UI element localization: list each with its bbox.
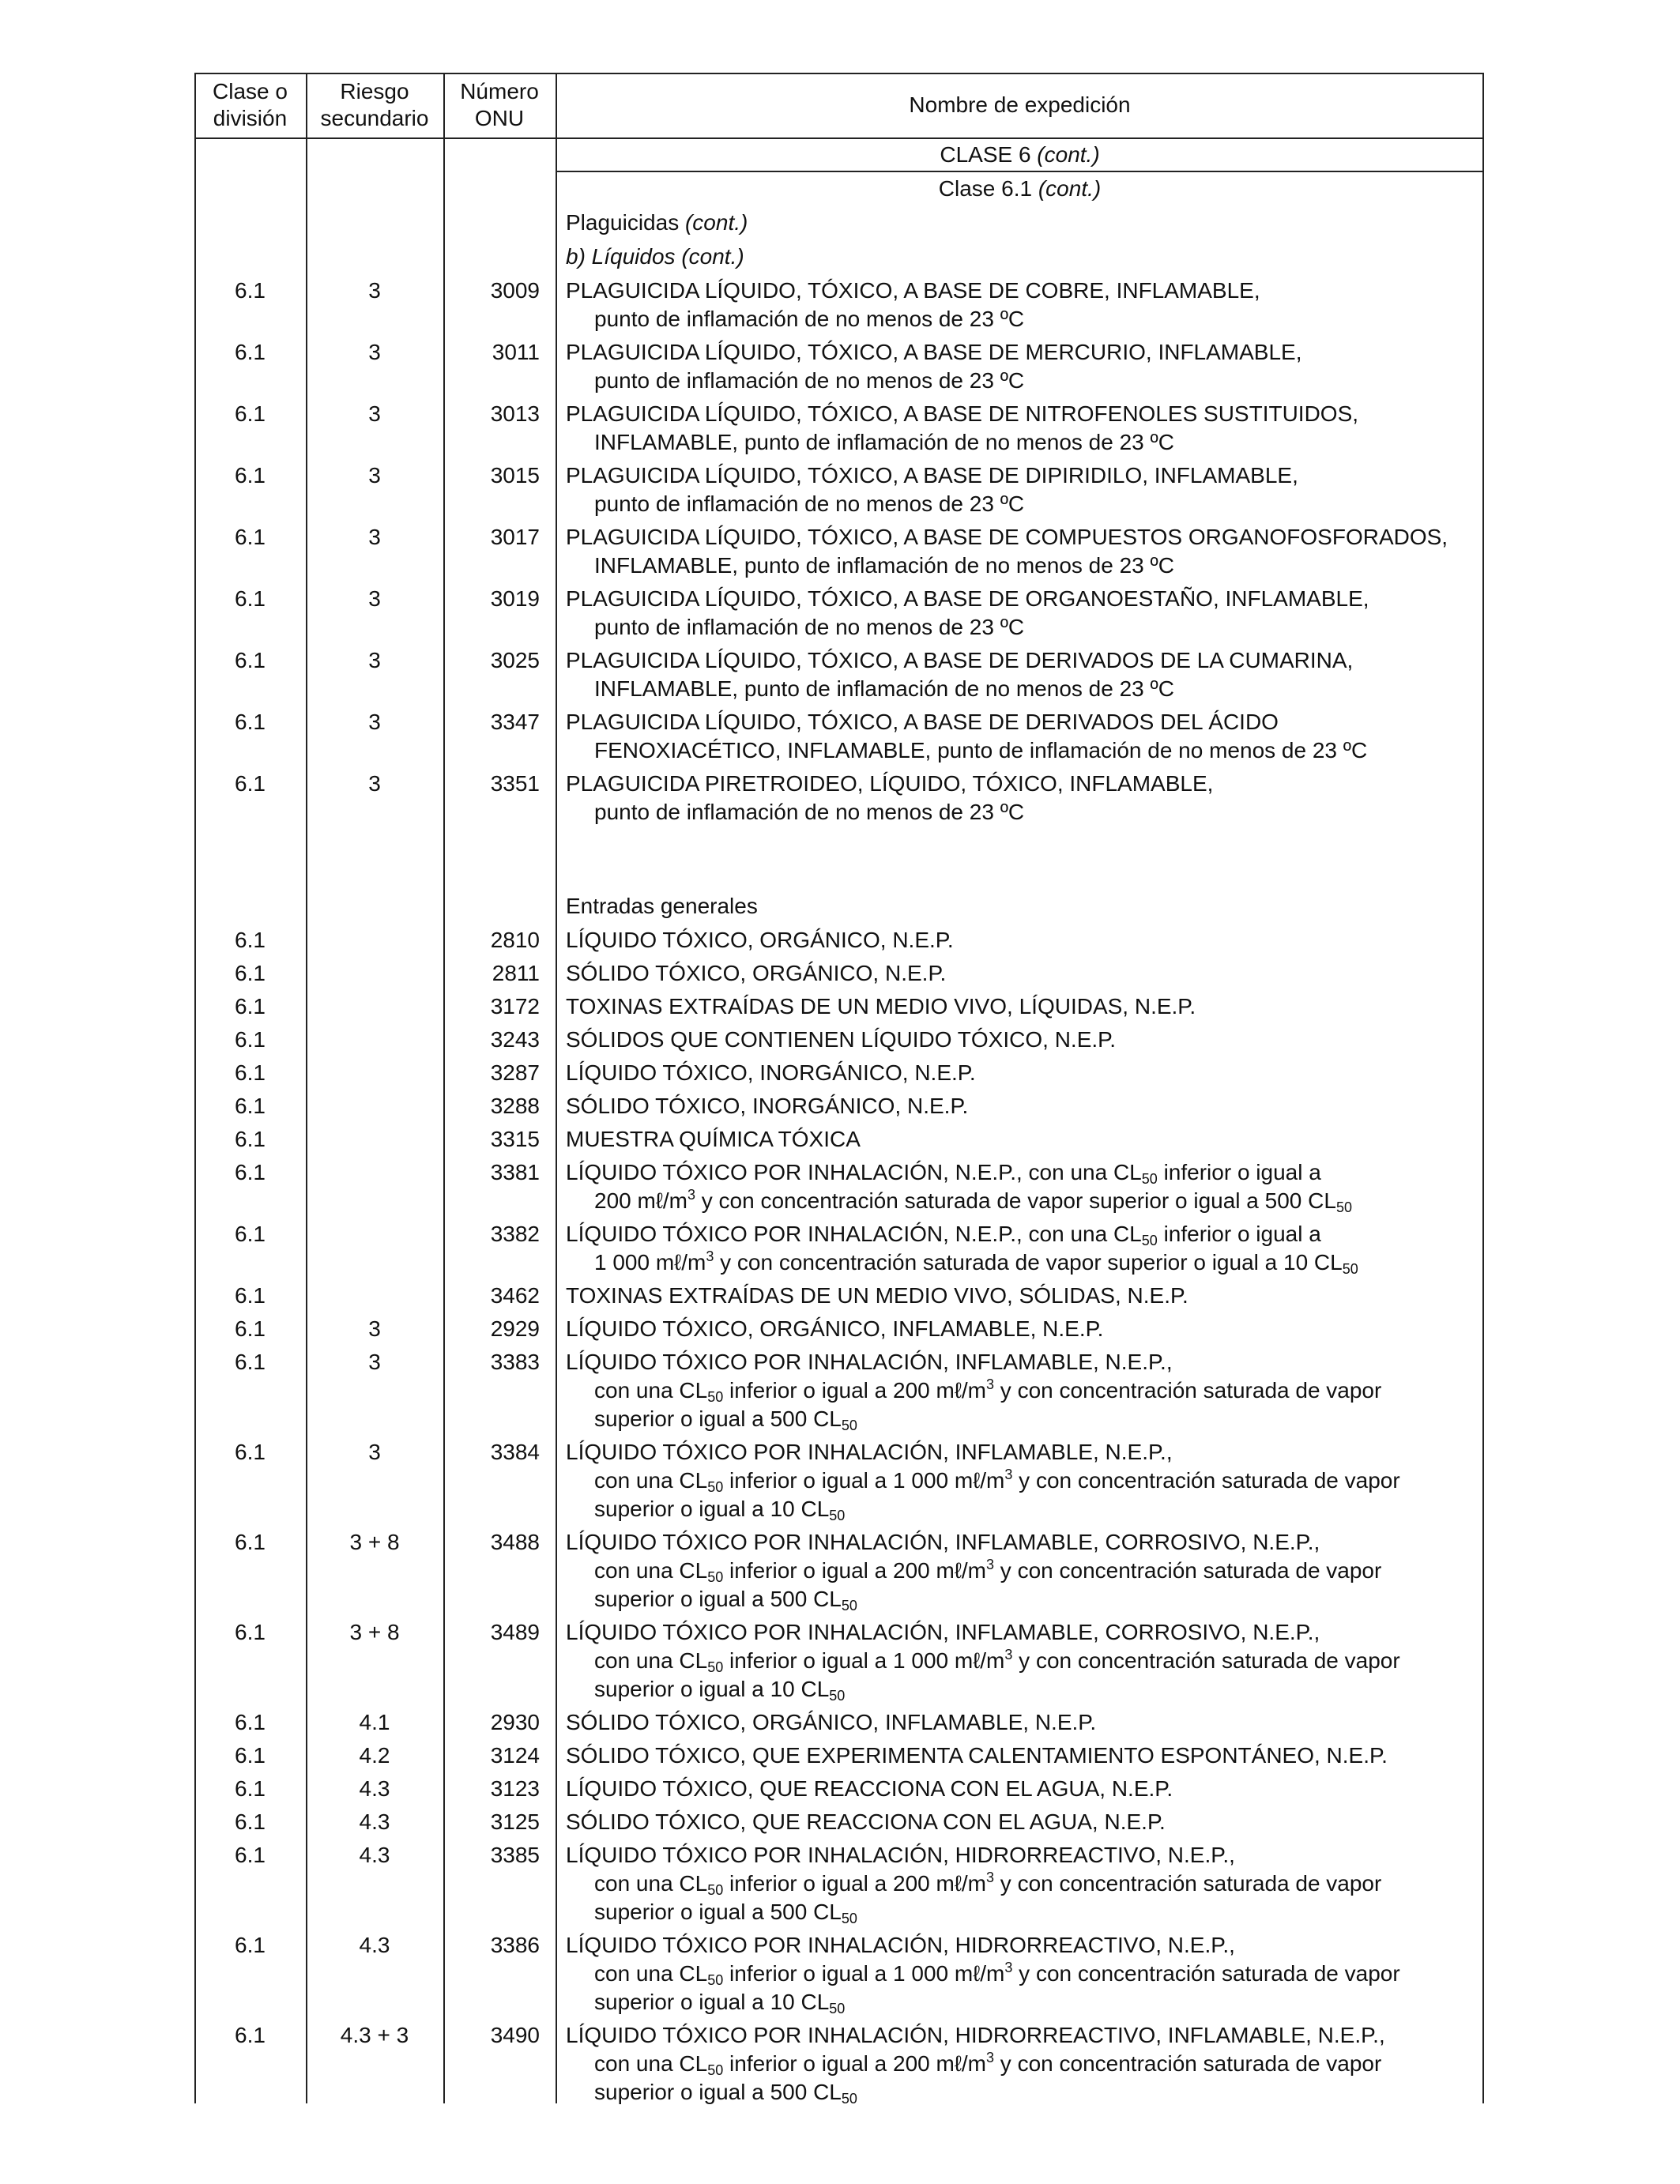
row-class-division: 6.1 [235, 1060, 266, 1085]
row-un-number: 3011 [492, 340, 540, 364]
row-shipping-name [566, 1348, 1173, 1376]
row-shipping-name [566, 2021, 1385, 2050]
row-secondary-risk: 3 [368, 586, 381, 611]
subscript-text: 50 [1141, 1233, 1158, 1248]
header-secondary-risk: Riesgo secundario [320, 79, 429, 130]
row-shipping-name-continuation [566, 736, 1367, 765]
superscript-text: 3 [1004, 1647, 1013, 1662]
row-un-number: 3382 [490, 1222, 540, 1246]
name-text: LÍQUIDO TÓXICO POR INHALACIÓN, HIDRORREACTIVO, N.E.P., [566, 1933, 1235, 1957]
row-un-number: 3488 [490, 1530, 540, 1554]
name-text: SÓLIDO TÓXICO, INORGÁNICO, N.E.P. [566, 1094, 969, 1118]
row-shipping-name-continuation [566, 1960, 1400, 1988]
name-text: inferior o igual a 200 mℓ/m [723, 1378, 987, 1403]
subsection-heading-liquids: b) Líquidos (cont.) [566, 244, 744, 269]
row-shipping-name-continuation [566, 1187, 1352, 1215]
name-text: SÓLIDO TÓXICO, ORGÁNICO, N.E.P. [566, 961, 947, 985]
row-secondary-risk: 4.2 [359, 1743, 390, 1768]
name-text: superior o igual a 10 CL [594, 1990, 830, 2014]
name-text: PLAGUICIDA LÍQUIDO, TÓXICO, A BASE DE COMPUESTOS ORGANOFOSFORADOS, [566, 525, 1448, 549]
superscript-text: 3 [986, 1557, 995, 1572]
name-text: LÍQUIDO TÓXICO, ORGÁNICO, INFLAMABLE, N.E.P. [566, 1316, 1104, 1341]
table-rule-right [1482, 73, 1484, 2103]
class-banner: CLASE 6 (cont.) [940, 142, 1100, 167]
name-text: punto de inflamación de no menos de 23 ºC [594, 307, 1025, 331]
name-text: SÓLIDO TÓXICO, QUE EXPERIMENTA CALENTAMIENTO ESPONTÁNEO, N.E.P. [566, 1743, 1388, 1768]
name-text: con una CL [594, 1558, 708, 1583]
name-text: PLAGUICIDA LÍQUIDO, TÓXICO, A BASE DE NITROFENOLES SUSTITUIDOS, [566, 401, 1359, 426]
row-class-division: 6.1 [235, 771, 266, 796]
row-un-number: 3490 [490, 2023, 540, 2047]
name-text: SÓLIDO TÓXICO, QUE REACCIONA CON EL AGUA, N.E.P. [566, 1809, 1166, 1834]
row-un-number: 3315 [490, 1127, 540, 1151]
row-un-number: 3243 [490, 1027, 540, 1052]
row-class-division: 6.1 [235, 401, 266, 426]
row-class-division: 6.1 [235, 2023, 266, 2047]
row-un-number: 3381 [490, 1160, 540, 1184]
subscript-text: 50 [1342, 1261, 1358, 1277]
row-secondary-risk: 3 [368, 525, 381, 549]
name-text: punto de inflamación de no menos de 23 ºC [594, 800, 1025, 824]
row-un-number: 3386 [490, 1933, 540, 1957]
row-shipping-name [566, 926, 954, 955]
row-un-number: 3462 [490, 1283, 540, 1308]
row-shipping-name [566, 992, 1196, 1021]
row-class-division: 6.1 [235, 1776, 266, 1801]
row-un-number: 3351 [490, 771, 540, 796]
name-text: y con concentración saturada de vapor [994, 1871, 1382, 1896]
superscript-text: 3 [986, 1376, 995, 1392]
name-text: SÓLIDO TÓXICO, ORGÁNICO, INFLAMABLE, N.E.P. [566, 1710, 1097, 1734]
row-shipping-name-continuation [566, 613, 1024, 642]
row-un-number: 3015 [490, 463, 540, 488]
name-text: y con concentración saturada de vapor [994, 2051, 1382, 2076]
row-shipping-name [566, 585, 1369, 613]
row-un-number: 2811 [492, 961, 540, 985]
name-text: inferior o igual a 1 000 mℓ/m [723, 1648, 1005, 1673]
row-secondary-risk: 3 [368, 1316, 381, 1341]
row-shipping-name [566, 523, 1448, 552]
row-secondary-risk: 4.1 [359, 1710, 390, 1734]
name-text: PLAGUICIDA LÍQUIDO, TÓXICO, A BASE DE COBRE, INFLAMABLE, [566, 278, 1260, 303]
header-shipping-name: Nombre de expedición [909, 92, 1131, 117]
name-text: LÍQUIDO TÓXICO POR INHALACIÓN, INFLAMABLE, N.E.P., [566, 1440, 1173, 1464]
row-class-division: 6.1 [235, 278, 266, 303]
row-shipping-name [566, 1438, 1173, 1467]
row-class-division: 6.1 [235, 1127, 266, 1151]
name-text: y con concentración saturada de vapor superior o igual a 10 CL [714, 1250, 1343, 1275]
name-text: LÍQUIDO TÓXICO POR INHALACIÓN, N.E.P., con una CL [566, 1222, 1142, 1246]
row-secondary-risk: 3 [368, 401, 381, 426]
row-un-number: 3384 [490, 1440, 540, 1464]
name-text: inferior o igual a 200 mℓ/m [723, 2051, 987, 2076]
name-text: SÓLIDOS QUE CONTIENEN LÍQUIDO TÓXICO, N.E.P. [566, 1027, 1116, 1052]
name-text: LÍQUIDO TÓXICO POR INHALACIÓN, INFLAMABLE, N.E.P., [566, 1350, 1173, 1374]
subscript-text: 50 [829, 1688, 846, 1704]
name-text: LÍQUIDO TÓXICO, QUE REACCIONA CON EL AGUA, N.E.P. [566, 1776, 1173, 1801]
row-shipping-name [566, 277, 1260, 305]
row-un-number: 3123 [490, 1776, 540, 1801]
row-class-division: 6.1 [235, 1094, 266, 1118]
row-class-division: 6.1 [235, 1933, 266, 1957]
row-shipping-name [566, 1708, 1096, 1737]
name-text: LÍQUIDO TÓXICO POR INHALACIÓN, HIDRORREACTIVO, N.E.P., [566, 1843, 1235, 1867]
row-un-number: 3383 [490, 1350, 540, 1374]
row-un-number: 3009 [490, 278, 540, 303]
name-text: superior o igual a 500 CL [594, 1900, 842, 1924]
subscript-text: 50 [707, 2062, 724, 2078]
row-secondary-risk: 3 + 8 [349, 1530, 400, 1554]
row-shipping-name [566, 400, 1358, 428]
subscript-text: 50 [707, 1972, 724, 1988]
class-banner-rule [556, 171, 1484, 172]
subscript-text: 50 [707, 1882, 724, 1898]
row-class-division: 6.1 [235, 928, 266, 952]
name-text: superior o igual a 500 CL [594, 2080, 842, 2104]
row-secondary-risk: 3 [368, 1440, 381, 1464]
row-shipping-name-continuation [566, 490, 1024, 518]
row-class-division: 6.1 [235, 1809, 266, 1834]
row-class-division: 6.1 [235, 1620, 266, 1644]
row-un-number: 3017 [490, 525, 540, 549]
row-shipping-name-continuation [566, 1585, 857, 1614]
name-text: con una CL [594, 1378, 708, 1403]
name-text: punto de inflamación de no menos de 23 ºC [594, 368, 1025, 393]
row-shipping-name-continuation [566, 1675, 845, 1704]
row-class-division: 6.1 [235, 340, 266, 364]
row-class-division: 6.1 [235, 1350, 266, 1374]
row-shipping-name-continuation [566, 1405, 857, 1433]
row-shipping-name-continuation [566, 1248, 1358, 1277]
row-secondary-risk: 3 [368, 648, 381, 672]
superscript-text: 3 [1004, 1467, 1013, 1482]
row-class-division: 6.1 [235, 1743, 266, 1768]
row-shipping-name [566, 959, 946, 988]
row-secondary-risk: 3 + 8 [349, 1620, 400, 1644]
subscript-text: 50 [707, 1659, 724, 1675]
name-text: y con concentración saturada de vapor [1012, 1961, 1400, 1986]
name-text: 1 000 mℓ/m [594, 1250, 706, 1275]
name-text: y con concentración saturada de vapor [994, 1378, 1382, 1403]
row-shipping-name-continuation [566, 798, 1024, 827]
subscript-text: 50 [841, 2091, 857, 2107]
row-secondary-risk: 4.3 [359, 1843, 390, 1867]
name-text: PLAGUICIDA LÍQUIDO, TÓXICO, A BASE DE ORGANOESTAÑO, INFLAMABLE, [566, 586, 1369, 611]
row-un-number: 3287 [490, 1060, 540, 1085]
row-class-division: 6.1 [235, 1843, 266, 1867]
name-text: superior o igual a 10 CL [594, 1677, 830, 1701]
row-shipping-name [566, 646, 1353, 675]
name-text: INFLAMABLE, punto de inflamación de no menos de 23 ºC [594, 553, 1174, 578]
row-shipping-name-continuation [566, 305, 1024, 333]
row-shipping-name [566, 1618, 1320, 1647]
name-text: TOXINAS EXTRAÍDAS DE UN MEDIO VIVO, SÓLIDAS, N.E.P. [566, 1283, 1188, 1308]
row-un-number: 3025 [490, 648, 540, 672]
row-shipping-name-continuation [566, 2078, 857, 2107]
row-class-division: 6.1 [235, 1440, 266, 1464]
row-un-number: 3347 [490, 710, 540, 734]
name-text: LÍQUIDO TÓXICO POR INHALACIÓN, INFLAMABLE, CORROSIVO, N.E.P., [566, 1530, 1320, 1554]
row-shipping-name [566, 1092, 968, 1120]
row-shipping-name-continuation [566, 1647, 1400, 1675]
header-rule-bottom [194, 137, 1484, 139]
row-secondary-risk: 4.3 [359, 1776, 390, 1801]
row-class-division: 6.1 [235, 1027, 266, 1052]
row-shipping-name [566, 1158, 1321, 1187]
name-text: LÍQUIDO TÓXICO, ORGÁNICO, N.E.P. [566, 928, 954, 952]
name-text: y con concentración saturada de vapor superior o igual a 500 CL [695, 1188, 1336, 1213]
row-shipping-name [566, 1528, 1320, 1557]
row-shipping-name [566, 1931, 1235, 1960]
name-text: inferior o igual a 200 mℓ/m [723, 1558, 987, 1583]
row-un-number: 2929 [490, 1316, 540, 1341]
row-shipping-name-continuation [566, 552, 1174, 580]
row-class-division: 6.1 [235, 648, 266, 672]
row-shipping-name [566, 1220, 1321, 1248]
row-shipping-name-continuation [566, 1898, 857, 1926]
row-class-division: 6.1 [235, 1316, 266, 1341]
name-text: inferior o igual a 200 mℓ/m [723, 1871, 987, 1896]
row-un-number: 2930 [490, 1710, 540, 1734]
name-text: con una CL [594, 1648, 708, 1673]
name-text: PLAGUICIDA LÍQUIDO, TÓXICO, A BASE DE MERCURIO, INFLAMABLE, [566, 340, 1302, 364]
row-shipping-name [566, 338, 1302, 367]
row-shipping-name-continuation [566, 1376, 1381, 1405]
row-class-division: 6.1 [235, 1530, 266, 1554]
row-shipping-name [566, 770, 1213, 798]
row-un-number: 3013 [490, 401, 540, 426]
row-shipping-name-continuation [566, 1988, 845, 2016]
row-shipping-name [566, 1808, 1166, 1836]
superscript-text: 3 [706, 1248, 714, 1264]
row-class-division: 6.1 [235, 1710, 266, 1734]
row-shipping-name-continuation [566, 1870, 1381, 1898]
row-shipping-name [566, 461, 1298, 490]
subscript-text: 50 [1141, 1171, 1158, 1187]
subscript-text: 50 [707, 1479, 724, 1495]
subscript-text: 50 [707, 1569, 724, 1585]
row-un-number: 3489 [490, 1620, 540, 1644]
section-heading-general-entries: Entradas generales [566, 894, 758, 918]
name-text: con una CL [594, 1468, 708, 1493]
name-text: con una CL [594, 2051, 708, 2076]
name-text: INFLAMABLE, punto de inflamación de no menos de 23 ºC [594, 676, 1174, 701]
subscript-text: 50 [829, 1508, 846, 1523]
name-text: TOXINAS EXTRAÍDAS DE UN MEDIO VIVO, LÍQUIDAS, N.E.P. [566, 994, 1196, 1019]
header-un-number: Número ONU [460, 79, 539, 130]
name-text: PLAGUICIDA LÍQUIDO, TÓXICO, A BASE DE DERIVADOS DEL ÁCIDO [566, 710, 1279, 734]
name-text: MUESTRA QUÍMICA TÓXICA [566, 1127, 861, 1151]
name-text: LÍQUIDO TÓXICO POR INHALACIÓN, HIDRORREACTIVO, INFLAMABLE, N.E.P., [566, 2023, 1385, 2047]
subscript-text: 50 [707, 1389, 724, 1405]
section-heading-pesticides: Plaguicidas (cont.) [566, 210, 748, 235]
row-secondary-risk: 3 [368, 340, 381, 364]
subscript-text: 50 [829, 2001, 846, 2016]
name-text: punto de inflamación de no menos de 23 ºC [594, 615, 1025, 639]
name-text: inferior o igual a [1157, 1160, 1321, 1184]
subscript-text: 50 [841, 1911, 857, 1926]
row-class-division: 6.1 [235, 463, 266, 488]
row-un-number: 3385 [490, 1843, 540, 1867]
subscript-text: 50 [841, 1598, 857, 1614]
name-text: PLAGUICIDA LÍQUIDO, TÓXICO, A BASE DE DIPIRIDILO, INFLAMABLE, [566, 463, 1298, 488]
name-text: superior o igual a 10 CL [594, 1497, 830, 1521]
row-secondary-risk: 3 [368, 1350, 381, 1374]
subscript-text: 50 [1335, 1199, 1352, 1215]
superscript-text: 3 [986, 1870, 995, 1885]
row-shipping-name-continuation [566, 1557, 1381, 1585]
name-text: con una CL [594, 1871, 708, 1896]
name-text: inferior o igual a 1 000 mℓ/m [723, 1468, 1005, 1493]
row-shipping-name [566, 1775, 1173, 1803]
row-shipping-name-continuation [566, 428, 1174, 457]
row-shipping-name [566, 1026, 1116, 1054]
row-secondary-risk: 4.3 [359, 1933, 390, 1957]
row-class-division: 6.1 [235, 961, 266, 985]
row-shipping-name-continuation [566, 1495, 845, 1523]
name-text: con una CL [594, 1961, 708, 1986]
row-shipping-name-continuation [566, 367, 1024, 395]
name-text: superior o igual a 500 CL [594, 1406, 842, 1431]
row-shipping-name-continuation [566, 1467, 1400, 1495]
name-text: y con concentración saturada de vapor [1012, 1468, 1400, 1493]
header-class-division: Clase o división [213, 79, 288, 130]
row-class-division: 6.1 [235, 1222, 266, 1246]
superscript-text: 3 [1004, 1960, 1013, 1975]
row-un-number: 3288 [490, 1094, 540, 1118]
name-text: PLAGUICIDA LÍQUIDO, TÓXICO, A BASE DE DERIVADOS DE LA CUMARINA, [566, 648, 1354, 672]
superscript-text: 3 [986, 2050, 995, 2065]
row-class-division: 6.1 [235, 1283, 266, 1308]
table-rule-col3 [556, 73, 557, 2103]
name-text: LÍQUIDO TÓXICO POR INHALACIÓN, INFLAMABLE, CORROSIVO, N.E.P., [566, 1620, 1320, 1644]
row-shipping-name-continuation [566, 2050, 1381, 2078]
row-un-number: 3125 [490, 1809, 540, 1834]
row-un-number: 3172 [490, 994, 540, 1019]
table-rule-top [194, 73, 1484, 74]
row-un-number: 3124 [490, 1743, 540, 1768]
name-text: PLAGUICIDA PIRETROIDEO, LÍQUIDO, TÓXICO, INFLAMABLE, [566, 771, 1214, 796]
name-text: 200 mℓ/m [594, 1188, 687, 1213]
row-shipping-name [566, 1059, 976, 1087]
row-class-division: 6.1 [235, 525, 266, 549]
row-secondary-risk: 3 [368, 710, 381, 734]
row-secondary-risk: 3 [368, 278, 381, 303]
row-shipping-name-continuation [566, 675, 1174, 703]
row-un-number: 3019 [490, 586, 540, 611]
row-secondary-risk: 4.3 + 3 [340, 2023, 409, 2047]
name-text: LÍQUIDO TÓXICO, INORGÁNICO, N.E.P. [566, 1060, 976, 1085]
name-text: inferior o igual a [1157, 1222, 1321, 1246]
name-text: LÍQUIDO TÓXICO POR INHALACIÓN, N.E.P., con una CL [566, 1160, 1142, 1184]
row-class-division: 6.1 [235, 586, 266, 611]
row-shipping-name [566, 1125, 861, 1154]
row-shipping-name [566, 1282, 1188, 1310]
name-text: INFLAMABLE, punto de inflamación de no menos de 23 ºC [594, 430, 1174, 454]
row-secondary-risk: 4.3 [359, 1809, 390, 1834]
name-text: punto de inflamación de no menos de 23 ºC [594, 491, 1025, 516]
row-un-number: 2810 [490, 928, 540, 952]
name-text: y con concentración saturada de vapor [994, 1558, 1382, 1583]
superscript-text: 3 [687, 1187, 695, 1203]
row-shipping-name [566, 1742, 1388, 1770]
subscript-text: 50 [841, 1418, 857, 1433]
division-banner: Clase 6.1 (cont.) [938, 176, 1102, 201]
row-secondary-risk: 3 [368, 771, 381, 796]
name-text: FENOXIACÉTICO, INFLAMABLE, punto de inflamación de no menos de 23 ºC [594, 738, 1368, 763]
row-class-division: 6.1 [235, 1160, 266, 1184]
name-text: inferior o igual a 1 000 mℓ/m [723, 1961, 1005, 1986]
row-class-division: 6.1 [235, 994, 266, 1019]
name-text: y con concentración saturada de vapor [1012, 1648, 1400, 1673]
name-text: superior o igual a 500 CL [594, 1587, 842, 1611]
row-class-division: 6.1 [235, 710, 266, 734]
row-secondary-risk: 3 [368, 463, 381, 488]
row-shipping-name [566, 1841, 1235, 1870]
row-shipping-name [566, 708, 1279, 736]
row-shipping-name [566, 1315, 1103, 1343]
